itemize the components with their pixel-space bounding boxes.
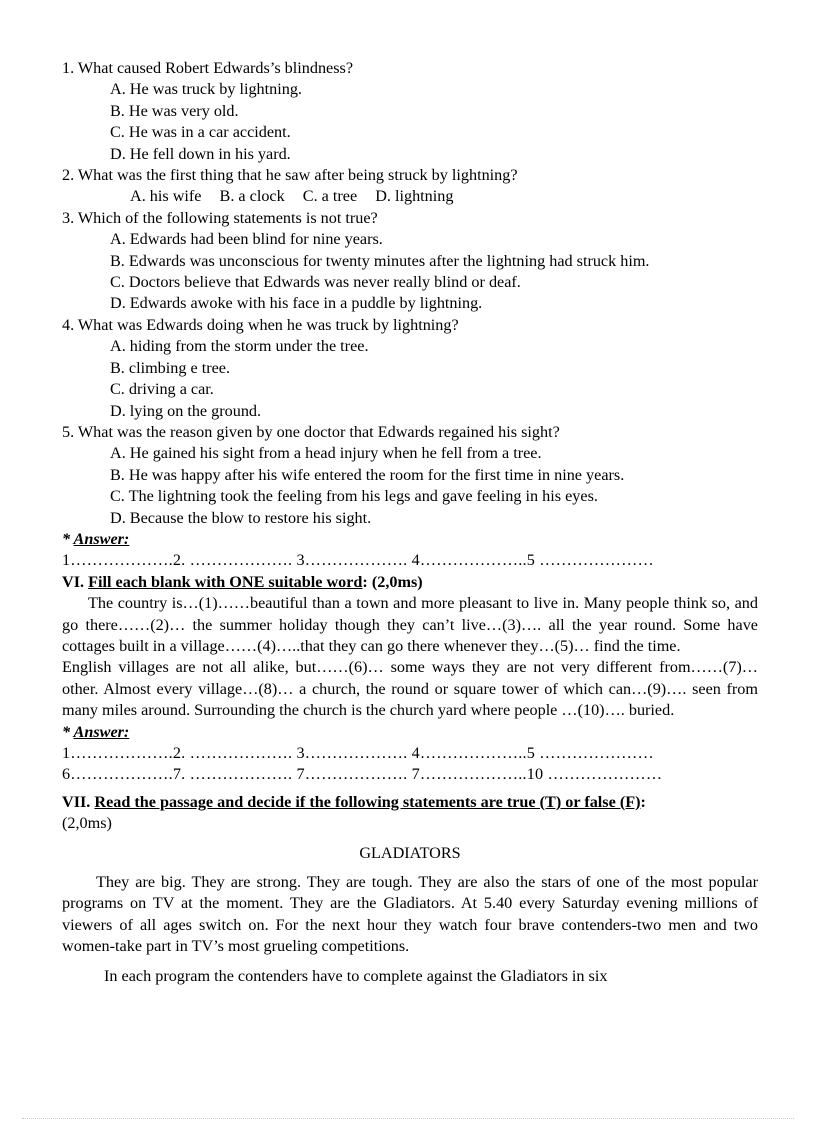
answer-asterisk: * <box>62 722 74 741</box>
section-title: Read the passage and decide if the following statements are true (T) or false (F) <box>94 792 641 811</box>
option-b: B. a clock <box>219 187 285 206</box>
options-inline <box>62 186 758 207</box>
page-bottom-rule <box>22 1118 794 1119</box>
option-c: C. driving a car. <box>110 380 214 399</box>
option-a: A. his wife <box>130 187 202 206</box>
option-d: D. lightning <box>375 187 454 206</box>
cloze-paragraph-2: English villages are not all alike, but……(6)… some ways they are not very different from……(7)… other. Almost every village…(8)… a church, the round or square tower of which can…(9)…. seen from many miles around. Surrounding the church is the church yard where people …(10)…. buried. <box>62 658 758 720</box>
section-vii-heading <box>62 792 758 813</box>
answer-line-2[interactable]: 6……………….7. ………………. 7………………. 7………………..10 ………………… <box>62 765 663 784</box>
question-stem: 5. What was the reason given by one doctor that Edwards regained his sight? <box>62 422 560 441</box>
section-points: : (2,0ms) <box>362 572 423 591</box>
question-5 <box>62 422 758 529</box>
option-b: B. climbing e tree. <box>110 358 231 377</box>
section-colon: : <box>640 792 646 811</box>
option-c: C. The lightning took the feeling from his legs and gave feeling in his eyes. <box>110 487 598 506</box>
question-3 <box>62 208 758 315</box>
cloze-paragraph-1: The country is…(1)……beautiful than a town and more pleasant to live in. Many people think so, and go there……(2)… the summer holiday though they can’t live…(3)…. all the year round. Some have cottages built in a village……(4)…..that they can go there whenever they…(5)… find the time. <box>62 594 758 655</box>
option-c: C. Doctors believe that Edwards was never really blind or deaf. <box>110 273 521 292</box>
section-points: (2,0ms) <box>62 814 112 833</box>
option-d: D. He fell down in his yard. <box>110 144 291 163</box>
option-b: B. He was happy after his wife entered the room for the first time in nine years. <box>110 465 625 484</box>
question-stem: 1. What caused Robert Edwards’s blindness? <box>62 59 354 77</box>
option-c: C. a tree <box>302 187 358 206</box>
worksheet-page <box>62 58 758 987</box>
option-b: B. Edwards was unconscious for twenty minutes after the lightning had struck him. <box>110 251 650 270</box>
passage-title: GLADIATORS <box>359 843 461 862</box>
answer-label <box>62 722 758 743</box>
question-4 <box>62 315 758 422</box>
option-a: A. hiding from the storm under the tree. <box>110 337 369 356</box>
section-number: VI. <box>62 572 85 591</box>
section-title: Fill each blank with ONE suitable word <box>88 572 363 591</box>
option-b: B. He was very old. <box>110 101 239 120</box>
answer-line[interactable]: 1……………….2. ………………. 3………………. 4………………..5 ………………… <box>62 551 654 570</box>
question-stem: 2. What was the first thing that he saw after being struck by lightning? <box>62 166 518 185</box>
option-d: D. Because the blow to restore his sight. <box>110 508 372 527</box>
option-a: A. He gained his sight from a head injury when he fell from a tree. <box>110 444 542 463</box>
question-stem: 3. Which of the following statements is not true? <box>62 208 378 227</box>
answer-label <box>62 529 758 550</box>
option-a: A. Edwards had been blind for nine years. <box>110 230 383 249</box>
option-c: C. He was in a car accident. <box>110 123 291 142</box>
answer-line-1[interactable]: 1……………….2. ………………. 3………………. 4………………..5 ………………… <box>62 744 654 762</box>
passage-paragraph-1: They are big. They are strong. They are tough. They are also the stars of one of the most popular programs on TV at the moment. They are the Gladiators. At 5.40 every Saturday evening millions of viewers of all ages switch on. For the next hour they watch four brave contenders-two men and two women-take part in TV’s most grueling competitions. <box>62 873 758 956</box>
option-a: A. He was truck by lightning. <box>110 80 302 99</box>
question-2 <box>62 165 758 208</box>
question-1 <box>62 58 758 165</box>
option-d: D. Edwards awoke with his face in a puddle by lightning. <box>110 294 483 313</box>
passage-paragraph-2: In each program the contenders have to complete against the Gladiators in six <box>104 966 608 985</box>
question-stem: 4. What was Edwards doing when he was truck by lightning? <box>62 315 459 334</box>
answer-label-text: Answer: <box>73 529 130 548</box>
section-number: VII. <box>62 792 91 811</box>
answer-asterisk: * <box>62 529 74 548</box>
answer-label-text: Answer: <box>73 722 130 741</box>
option-d: D. lying on the ground. <box>110 401 262 420</box>
section-vi-heading <box>62 572 758 593</box>
